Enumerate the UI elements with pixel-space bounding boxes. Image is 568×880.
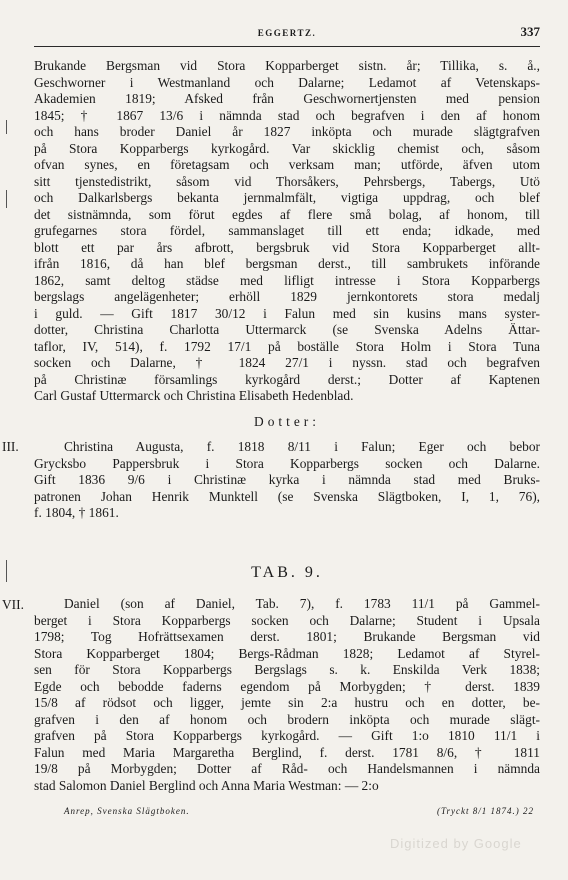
footer-source: Anrep, Svenska Slägtboken. [64,806,190,816]
section-heading-dotter: Dotter: [254,414,320,429]
text-line: 1798; Tog Hofrättsexamen derst. 1801; Brukande Bergsman vid [34,629,540,644]
running-head: EGGERTZ. [257,28,317,38]
text-line: ofvan synes, en företagsam och verksam man; utförde, äfven utom [34,157,540,172]
text-line: Geschworner i Westmanland och Dalarne; Ledamot af Vetenskaps- [34,74,540,90]
text-line: sen för Stora Kopparbergs Bergslags s. k. Enskilda Verk 1838; [34,662,540,677]
digitization-watermark: Digitized by Google [390,836,522,851]
text-line: i guld. — Gift 1817 30/12 i Falun med sin kusins mans syster- [34,305,540,321]
table-heading: TAB. 9. [251,564,323,581]
text-line: stad Salomon Daniel Berglind och Anna Maria Westman: — 2:o [34,777,379,793]
text-line: 1862, samt deltog städse med lifligt intresse i Stora Kopparbergs [34,272,540,288]
margin-mark [6,560,7,582]
text-line: Christina Augusta, f. 1818 8/11 i Falun; Eger och bebor [64,439,540,454]
margin-mark [6,190,7,208]
text-line: Stora Kopparberget 1804; Bergs-Rådman 1828; Ledamot af Styrel- [34,645,540,661]
text-line: Gift 1836 9/6 i Christinæ kyrka i nämnda stad med Bruks- [34,472,540,487]
generation-marker: VII. [2,597,24,612]
text-line: grafven i den af honom och brodern inköpta och murade slägt- [34,711,540,727]
text-line: Grycksbo Pappersbruk i Stora Kopparbergs socken och Dalarne. [34,455,540,471]
margin-mark [6,120,7,134]
paragraph-continued [34,58,540,405]
text-line: taflor, IV, 514), f. 1792 17/1 på boställe Stora Holm i Stora Tuna [34,338,540,354]
text-line: grafven på Stora Kopparbergs kyrkogård. — Gift 1:o 1810 11/1 i [34,728,540,743]
page-footer [34,806,540,820]
text-line: berget i Stora Kopparbergs socken och Dalarne; Student i Upsala [34,612,540,628]
text-line: blott ett par års afbrott, bergsbruk vid Stora Kopparberget allt- [34,239,540,255]
text-line: ifrån 1816, då han blef bergsman derst., till sambrukets införande [34,256,540,271]
text-line: bergslags angelägenheter; erhöll 1829 jernkontorets stora medalj [34,289,540,304]
text-line: 1845; † 1867 13/6 i nämnda stad och begrafven i den af honom [34,107,540,123]
generation-marker: III. [2,439,19,454]
text-line: på Christinæ församlings kyrkogård derst.; Dotter af Kaptenen [34,371,540,387]
text-line: f. 1804, † 1861. [34,505,119,520]
entry-christina-augusta [34,439,540,522]
text-line: på Stora Kopparbergs kyrkogård. Var skicklig chemist och, såsom [34,140,540,156]
text-line: Egde och bebodde faderns egendom på Morbygden; † derst. 1839 [34,678,540,694]
header-rule [34,46,540,47]
text-line: patronen Johan Henrik Munktell (se Svenska Slägtboken, I, 1, 76), [34,488,540,504]
page-header [34,24,540,40]
text-line: Akademien 1819; Afsked från Geschwornertjensten med pension [34,91,540,106]
text-line: och hans broder Daniel år 1827 inköpta och murade slägtgrafven [34,124,540,139]
page-number: 337 [520,24,540,39]
text-line: dotter, Christina Charlotta Uttermarck (se Svenska Adelns Ättar- [34,322,540,337]
text-line: Falun med Maria Margaretha Berglind, f. derst. 1781 8/6, † 1811 [34,744,540,760]
text-line: sitt tjenstedistrikt, såsom vid Thorsåkers, Pehrsbergs, Tabergs, Utö [34,173,540,189]
footer-print-note: (Tryckt 8/1 1874.) 22 [437,806,534,816]
text-line: Daniel (son af Daniel, Tab. 7), f. 1783 11/1 på Gammel- [64,596,540,611]
text-line: 19/8 på Morbygden; Dotter af Råd- och Handelsmannen i nämnda [34,761,540,776]
text-line: det sistnämnda, som förut egdes af flere små bolag, af honom, till [34,206,540,222]
text-line: socken och Dalarne, † 1824 27/1 i nyssn. stad och begrafven [34,355,540,370]
text-line: grufegarnes stora fördel, sammanslaget till ett enda; idkade, med [34,223,540,238]
entry-daniel [34,596,540,794]
text-line: och Dalkarlsbergs bekanta jernmalmfält, vigtiga uppdrag, och blef [34,190,540,205]
text-line: 15/8 af rödsot och ligger, jemte sin 2:a hustru och en dotter, be- [34,695,540,710]
text-line: Brukande Bergsman vid Stora Kopparberget sistn. år; Tillika, s. å., [34,58,540,73]
text-line: Carl Gustaf Uttermarck och Christina Elisabeth Hedenblad. [34,388,354,403]
